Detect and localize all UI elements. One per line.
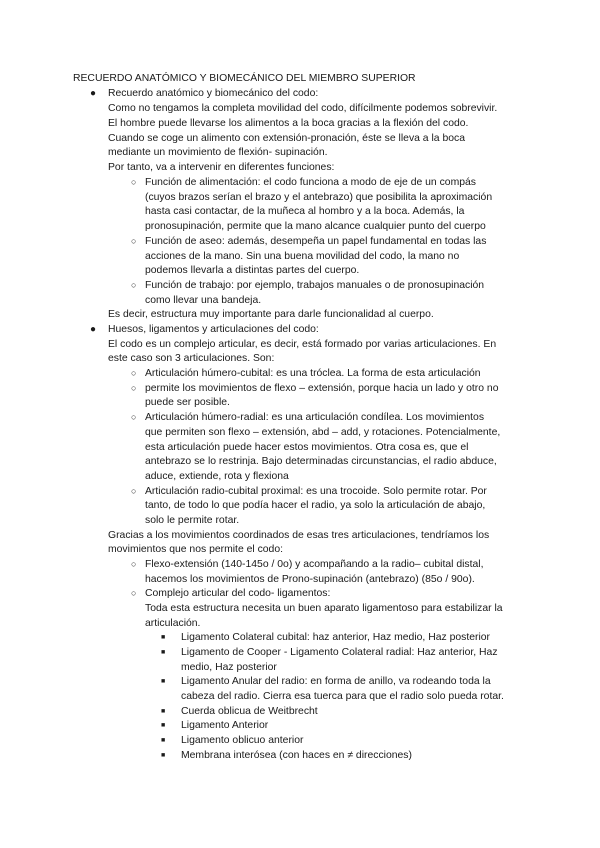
list-item-line: pronosupinación, permite que la mano alcance cualquier punto del cuerpo <box>145 221 486 232</box>
ligament-item: Cuerda oblicua de Weitbrecht <box>181 706 318 717</box>
list-item-line: esta articulación puede hacer estos movimientos. Otra cosa es, que el <box>145 442 469 453</box>
paragraph-line: El codo es un complejo articular, es decir, está formado por varias articulaciones. En <box>108 339 497 350</box>
list-item-line: Articulación húmero-radial: es una articulación condílea. Los movimientos <box>145 412 485 423</box>
bullet-icon: ○ <box>131 280 137 290</box>
paragraph-line: El hombre puede llevarse los alimentos a la boca gracias a la flexión del codo. <box>108 118 469 129</box>
bullet-icon: ■ <box>161 737 166 744</box>
bullet-icon: ○ <box>131 559 137 569</box>
bullet-icon: ○ <box>131 588 137 598</box>
bullet-icon: ○ <box>131 486 137 496</box>
ligament-item: Ligamento de Cooper - Ligamento Colateral radial: Haz anterior, Haz <box>181 647 498 658</box>
list-item-line: podemos llevarla a distintas partes del cuerpo. <box>145 265 360 276</box>
section-heading: Recuerdo anatómico y biomecánico del codo: <box>108 88 319 99</box>
bullet-icon: ■ <box>161 722 166 729</box>
bullet-icon: ● <box>90 324 97 335</box>
list-item-line: Función de trabajo: por ejemplo, trabajos manuales o de pronosupinación <box>145 280 485 291</box>
paragraph-line: Cuando se coge un alimento con extensión-pronación, éste se lleva a la boca <box>108 133 465 144</box>
list-item-line: hacemos los movimientos de Prono-supinación (antebrazo) (85o / 90o). <box>145 574 475 585</box>
paragraph-line: movimientos que nos permite el codo: <box>108 544 283 555</box>
list-item-line: Toda esta estructura necesita un buen aparato ligamentoso para estabilizar la <box>145 603 503 614</box>
bullet-icon: ○ <box>131 177 137 187</box>
bullet-icon: ○ <box>131 412 137 422</box>
list-item-line: Articulación húmero-cubital: es una tróclea. La forma de esta articulación <box>145 368 481 379</box>
list-item-line: Articulación radio-cubital proximal: es una trocoide. Solo permite rotar. Por <box>145 486 487 497</box>
list-item-line: Complejo articular del codo- ligamentos: <box>145 588 331 599</box>
paragraph-line: este caso son 3 articulaciones. Son: <box>108 353 275 364</box>
list-item-line: permite los movimientos de flexo – extensión, porque hacia un lado y otro no <box>145 383 499 394</box>
list-item-line: puede ser posible. <box>145 397 230 408</box>
list-item-line: (cuyos brazos serían el brazo y el antebrazo) que posibilita la aproximación <box>145 192 493 203</box>
list-item-line: tanto, de todo lo que podía hacer el radio, ya solo la articulación de abajo, <box>145 500 486 511</box>
list-item-line: Función de aseo: además, desempeña un papel fundamental en todas las <box>145 236 487 247</box>
ligament-item: medio, Haz posterior <box>181 662 277 673</box>
section-heading: Huesos, ligamentos y articulaciones del codo: <box>108 324 319 335</box>
list-item-line: aduce, extiende, rota y flexiona <box>145 471 289 482</box>
bullet-icon: ● <box>90 88 97 99</box>
paragraph-line: Gracias a los movimientos coordinados de esas tres articulaciones, tendríamos los <box>108 530 490 541</box>
paragraph-line: Como no tengamos la completa movilidad del codo, difícilmente podemos sobrevivir. <box>108 103 498 114</box>
ligament-item: cabeza del radio. Cierra esa tuerca para que el radio solo pueda rotar. <box>181 691 504 702</box>
ligament-item: Ligamento Anular del radio: en forma de anillo, va rodeando toda la <box>181 676 491 687</box>
ligament-item: Ligamento oblicuo anterior <box>181 735 304 746</box>
bullet-icon: ■ <box>161 708 166 715</box>
bullet-icon: ○ <box>131 383 137 393</box>
bullet-icon: ■ <box>161 678 166 685</box>
paragraph-line: mediante un movimiento de flexión- supinación. <box>108 147 328 158</box>
paragraph-line: Es decir, estructura muy importante para darle funcionalidad al cuerpo. <box>108 309 434 320</box>
list-item-line: que permiten son flexo – extensión, abd – add, y rotaciones. Potencialmente, <box>145 427 501 438</box>
bullet-icon: ○ <box>131 368 137 378</box>
list-item-line: Función de alimentación: el codo funciona a modo de eje de un compás <box>145 177 476 188</box>
document-title: RECUERDO ANATÓMICO Y BIOMECÁNICO DEL MIEMBRO SUPERIOR <box>73 73 416 84</box>
list-item-line: como llevar una bandeja. <box>145 295 262 306</box>
ligament-item: Membrana interósea (con haces en ≠ direcciones) <box>181 750 412 761</box>
list-item-line: acciones de la mano. Sin una buena movilidad del codo, la mano no <box>145 251 460 262</box>
paragraph-line: Por tanto, va a intervenir en diferentes funciones: <box>108 162 335 173</box>
list-item-line: antebrazo se lo restrinja. Bajo determinadas circunstancias, el radio abduce, <box>145 456 497 467</box>
ligament-item: Ligamento Anterior <box>181 720 269 731</box>
list-item-line: articulación. <box>145 618 201 629</box>
bullet-icon: ○ <box>131 236 137 246</box>
list-item-line: Flexo-extensión (140-145o / 0o) y acompañando a la radio– cubital distal, <box>145 559 484 570</box>
bullet-icon: ■ <box>161 634 166 641</box>
list-item-line: hasta casi contactar, de la muñeca al hombro y a la boca. Además, la <box>145 206 465 217</box>
bullet-icon: ■ <box>161 752 166 759</box>
ligament-item: Ligamento Colateral cubital: haz anterior, Haz medio, Haz posterior <box>181 632 490 643</box>
bullet-icon: ■ <box>161 649 166 656</box>
list-item-line: solo le permite rotar. <box>145 515 240 526</box>
